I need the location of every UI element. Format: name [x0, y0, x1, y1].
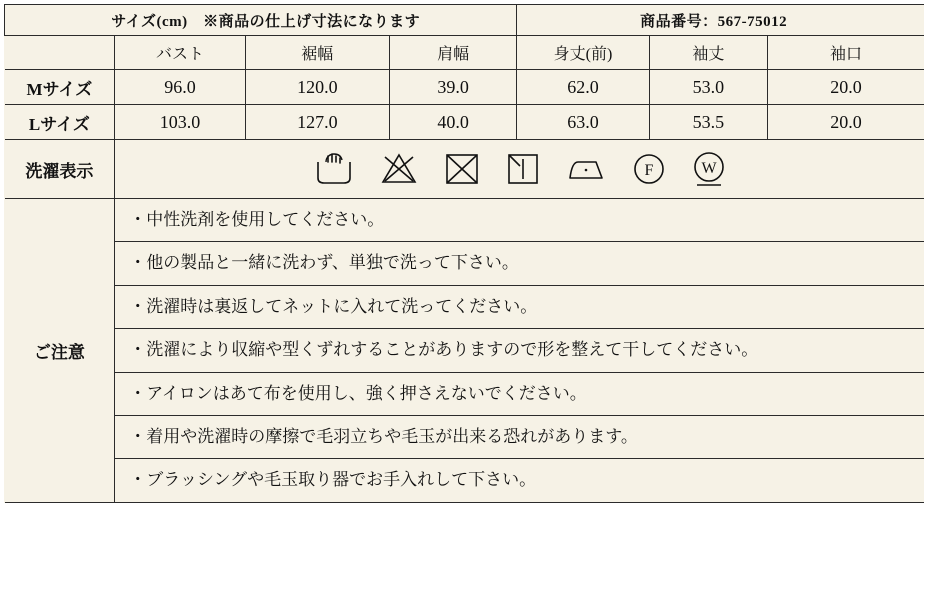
row-label-m: Mサイズ	[5, 70, 115, 105]
svg-text:F: F	[644, 162, 654, 179]
row-label-l: Lサイズ	[5, 105, 115, 140]
cell-l-shoulder: 40.0	[390, 105, 517, 140]
cell-m-shoulder: 39.0	[390, 70, 517, 105]
no-bleach-icon	[380, 152, 418, 186]
no-tumble-dry-icon	[444, 152, 480, 186]
column-header-blank	[5, 36, 115, 70]
table-row	[5, 70, 925, 105]
svg-text:W: W	[701, 160, 717, 177]
notice-label: ご注意	[5, 199, 115, 503]
care-symbols-cell	[115, 140, 924, 199]
wet-clean-w-icon	[692, 150, 726, 188]
cell-m-hem: 120.0	[245, 70, 389, 105]
notice-list	[115, 199, 924, 502]
cell-m-bust: 96.0	[115, 70, 245, 105]
list-item: ・着用や洗濯時の摩擦で毛羽立ちや毛玉が出来る恐れがあります。	[115, 416, 924, 459]
cell-m-sleeve: 53.0	[649, 70, 767, 105]
dry-clean-f-icon	[632, 152, 666, 186]
cell-m-length: 62.0	[517, 70, 649, 105]
list-item: ・ブラッシングや毛玉取り器でお手入れして下さい。	[129, 470, 537, 490]
table-header-row	[5, 5, 925, 36]
cell-l-sleeve: 53.5	[649, 105, 767, 140]
table-row	[5, 105, 925, 140]
care-label-row	[5, 140, 925, 199]
care-label: 洗濯表示	[5, 140, 115, 199]
column-header-hem: 裾幅	[245, 36, 389, 70]
column-header-length: 身丈(前)	[517, 36, 649, 70]
list-item: ・他の製品と一緒に洗わず、単独で洗って下さい。	[115, 242, 924, 285]
hand-wash-icon	[314, 152, 354, 186]
column-header-cuff: 袖口	[768, 36, 925, 70]
product-number: 商品番号：567-75012	[517, 5, 924, 36]
cell-l-cuff: 20.0	[768, 105, 925, 140]
column-header-bust: バスト	[115, 36, 245, 70]
column-header-sleeve: 袖丈	[649, 36, 767, 70]
column-header-row	[5, 36, 925, 70]
list-item: ・洗濯時は裏返してネットに入れて洗ってください。	[115, 286, 924, 329]
size-and-care-table	[4, 4, 924, 503]
drip-dry-in-shade-icon	[506, 152, 540, 186]
cell-l-hem: 127.0	[245, 105, 389, 140]
iron-low-icon	[566, 154, 606, 184]
page-title: サイズ(cm) ※商品の仕上げ寸法になります	[5, 5, 517, 36]
cell-l-length: 63.0	[517, 105, 649, 140]
list-item: ・アイロンはあて布を使用し、強く押さえないでください。	[115, 373, 924, 416]
cell-l-bust: 103.0	[115, 105, 245, 140]
notice-cell	[115, 199, 924, 503]
list-item: ・中性洗剤を使用してください。	[115, 199, 924, 242]
notice-row	[5, 199, 925, 503]
column-header-shoulder: 肩幅	[390, 36, 517, 70]
list-item: ・洗濯により収縮や型くずれすることがありますので形を整えて干してください。	[115, 329, 924, 372]
cell-m-cuff: 20.0	[768, 70, 925, 105]
